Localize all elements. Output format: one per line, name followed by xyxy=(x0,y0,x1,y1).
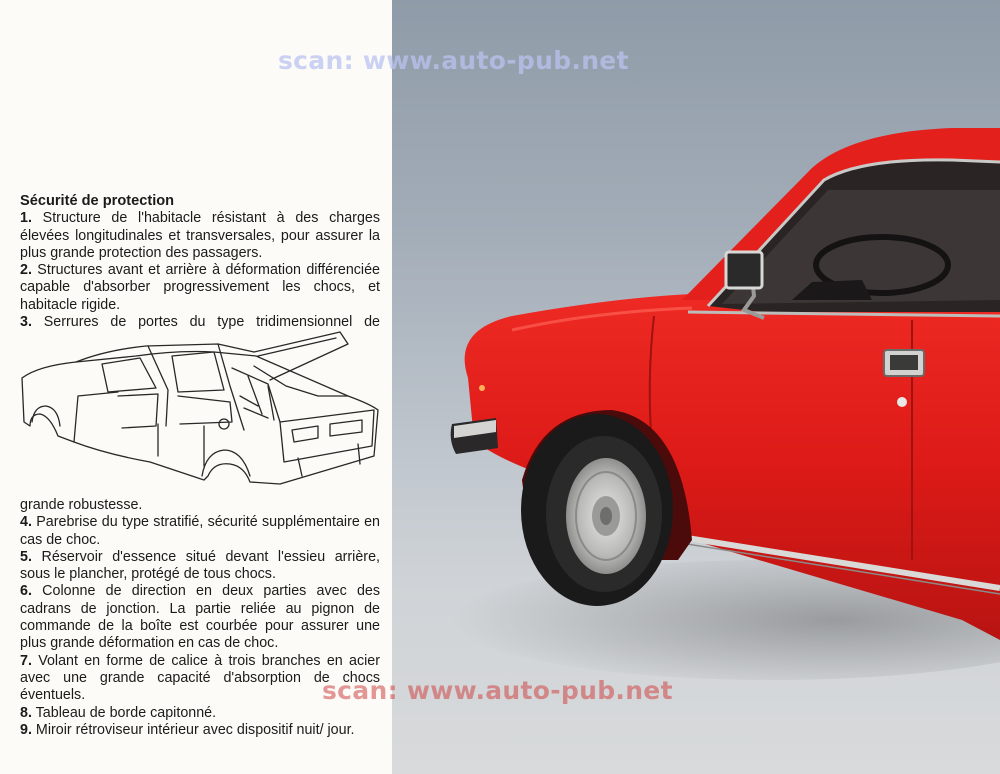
item-text: Réservoir d'essence situé devant l'essieu arrière, sous le plancher, protégé de tous chocs. xyxy=(20,548,380,583)
item-number: 2. xyxy=(20,262,32,279)
item-text: Volant en forme de calice à trois branches en acier avec une grande capacité d'absorption de chocs éventuels. xyxy=(20,652,380,704)
item-text: Colonne de direction en deux parties avec des cadrans de jonction. La partie reliée au pignon de commande de la boîte est courbée pour assurer une plus grande déformation en cas de choc. xyxy=(20,583,380,652)
section-heading: Sécurité de protection xyxy=(20,193,175,209)
continuation-text: grande robustesse. xyxy=(20,497,143,513)
item-number: 9. xyxy=(20,721,32,738)
body-shell-drawing xyxy=(18,326,384,496)
item-number: 5. xyxy=(20,548,32,565)
item-number: 1. xyxy=(20,210,32,227)
item-text: Serrures de portes du type tridimensionnel de xyxy=(31,314,380,331)
list-item-5 xyxy=(20,549,380,584)
item-text: Miroir rétroviseur intérieur avec dispositif nuit/ jour. xyxy=(31,721,355,738)
item-text: Tableau de borde capitonné. xyxy=(31,704,217,721)
red-coupe-illustration xyxy=(392,0,1000,774)
left-text-page xyxy=(0,0,392,774)
watermark-top: scan: www.auto-pub.net xyxy=(278,46,629,75)
item-number: 6. xyxy=(20,583,32,600)
list-item-9 xyxy=(20,722,380,739)
watermark-bottom: scan: www.auto-pub.net xyxy=(322,676,673,705)
list-item-6 xyxy=(20,583,380,652)
car-photo xyxy=(392,0,1000,774)
item-number: 7. xyxy=(20,652,32,669)
item-number: 4. xyxy=(20,514,32,531)
item-text: Structures avant et arrière à déformation différenciée capable d'absorber progressivement les chocs, et habitacle rigide. xyxy=(20,262,380,313)
list-item-2 xyxy=(20,262,380,314)
list-item-8 xyxy=(20,705,380,722)
list-item-4 xyxy=(20,514,380,549)
item-text: Parebrise du type stratifié, sécurité supplémentaire en cas de choc. xyxy=(20,514,380,548)
list-item-1 xyxy=(20,210,380,262)
text-block-top xyxy=(20,193,380,331)
item-number: 3. xyxy=(20,314,32,331)
item-text: Structure de l'habitacle résistant à des charges élevées longitudinales et transversales, pour assurer la plus grande protection des passagers. xyxy=(20,210,380,261)
item-number: 8. xyxy=(20,704,32,721)
